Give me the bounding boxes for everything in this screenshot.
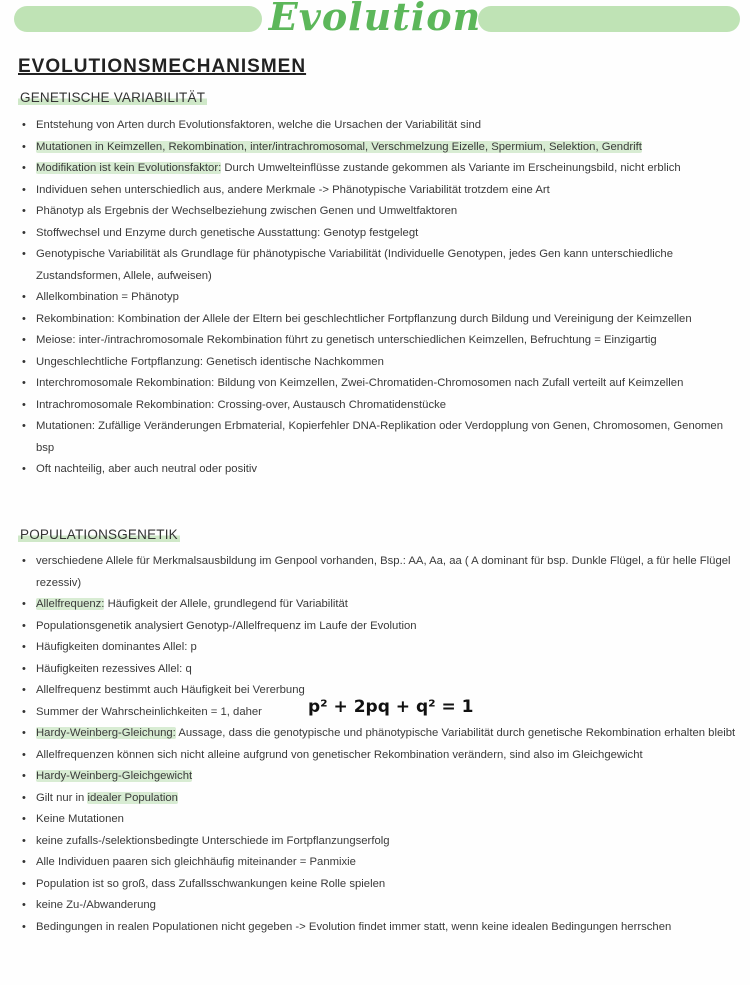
list-item [20, 723, 742, 745]
item-text: Durch Umwelteinflüsse zustande gekommen als Variante im Erscheinungsbild, nicht erblich [221, 162, 681, 174]
list-item [20, 416, 742, 459]
item-text: Stoffwechsel und Enzyme durch genetische Ausstattung: Genotyp festgelegt [36, 226, 419, 239]
item-text: Allelfrequenzen können sich nicht alleine aufgrund von genetischer Rekombination verändern, sind also im Gleichgewicht [36, 748, 643, 761]
list-item [20, 659, 742, 681]
list-item [20, 831, 742, 853]
section-heading-population-genetics [18, 527, 180, 542]
item-text: Populationsgenetik analysiert Genotyp-/Allelfrequenz im Laufe der Evolution [36, 619, 417, 632]
item-text: Mutationen: Zufällige Veränderungen Erbmaterial, Kopierfehler DNA-Replikation oder Verdopplung von Genen, Chromosomen, Genomen bsp [36, 420, 723, 454]
highlighted-term: idealer Population [87, 791, 178, 804]
list-item [20, 309, 742, 331]
item-text: Häufigkeiten dominantes Allel: p [36, 641, 197, 653]
item-text: Population ist so groß, dass Zufallsschwankungen keine Rolle spielen [36, 877, 386, 890]
item-text: Allelkombination = Phänotyp [36, 291, 179, 303]
item-text: Alle Individuen paaren sich gleichhäufig miteinander = Panmixie [36, 856, 356, 868]
list-item [20, 330, 742, 352]
list-item [20, 244, 742, 287]
list-item [20, 766, 742, 788]
list-item [20, 917, 742, 939]
item-text: Häufigkeit der Allele, grundlegend für Variabilität [104, 598, 348, 610]
item-text: Häufigkeiten rezessives Allel: q [36, 662, 192, 675]
list-item [20, 223, 742, 245]
item-text: Meiose: inter-/intrachromosomale Rekombination führt zu genetisch unterschiedlichen Keimzellen, Befruchtung = Einzigartig [36, 334, 657, 346]
list-item [20, 745, 742, 767]
item-text: Ungeschlechtliche Fortpflanzung: Genetisch identische Nachkommen [36, 355, 384, 368]
highlighted-term: Hardy-Weinberg-Gleichgewicht [36, 770, 193, 782]
list-item [20, 180, 742, 202]
main-heading: EVOLUTIONSMECHANISMEN [18, 56, 307, 77]
section-heading-genetic-variability [18, 90, 207, 105]
highlighted-term: Modifikation ist kein Evolutionsfaktor: [36, 162, 222, 174]
list-item [20, 874, 742, 896]
list-item [20, 551, 742, 594]
section-heading-text: GENETISCHE VARIABILITÄT [20, 90, 206, 105]
hardy-weinberg-formula: p² + 2pq + q² = 1 [308, 697, 474, 717]
item-text: keine Zu-/Abwanderung [36, 899, 156, 911]
item-text: Interchromosomale Rekombination: Bildung von Keimzellen, Zwei-Chromatiden-Chromosomen nach Zufall verteilt auf Keimzellen [36, 377, 684, 389]
item-text: Phänotyp als Ergebnis der Wechselbeziehung zwischen Genen und Umweltfaktoren [36, 205, 458, 217]
list-item [20, 287, 742, 309]
list-item [20, 201, 742, 223]
list-item [20, 788, 742, 810]
list-item [20, 616, 742, 638]
list-item [20, 352, 742, 374]
item-text: verschiedene Allele für Merkmalsausbildung im Genpool vorhanden, Bsp.: AA, Aa, aa ( A dominant für bsp. Dunkle Flügel, a für helle Flügel rezessiv) [36, 555, 731, 589]
list-item [20, 395, 742, 417]
list-item [20, 373, 742, 395]
section-heading-text: POPULATIONSGENETIK [20, 527, 178, 542]
list-item [20, 459, 742, 481]
list-item [20, 809, 742, 831]
list-item [20, 137, 742, 159]
population-genetics-list [20, 551, 742, 938]
list-item [20, 895, 742, 917]
highlighted-term: Hardy-Weinberg-Gleichung: [36, 727, 176, 739]
list-item [20, 594, 742, 616]
item-text: Allelfrequenz bestimmt auch Häufigkeit bei Vererbung [36, 684, 305, 696]
list-item [20, 158, 742, 180]
item-text: Individuen sehen unterschiedlich aus, andere Merkmale -> Phänotypische Variabilität trotzdem eine Art [36, 183, 550, 196]
item-text: Gilt nur in [36, 791, 88, 804]
item-text: Oft nachteilig, aber auch neutral oder positiv [36, 463, 258, 475]
item-text: Bedingungen in realen Populationen nicht gegeben -> Evolution findet immer statt, wenn keine idealen Bedingungen herrschen [36, 920, 672, 933]
list-item [20, 852, 742, 874]
item-text: Rekombination: Kombination der Allele der Eltern bei geschlechtlicher Fortpflanzung durch Bildung und Vereinigung der Keimzellen [36, 312, 692, 325]
highlighted-term: Allelfrequenz: [36, 598, 105, 610]
item-text: keine zufalls-/selektionsbedingte Unterschiede im Fortpflanzungserfolg [36, 834, 390, 847]
item-text: Genotypische Variabilität als Grundlage für phänotypische Variabilität (Individuelle Genotypen, jedes Gen kann unterschiedliche Zustandsformen, Allele, aufweisen) [36, 248, 673, 282]
item-text: Summer der Wahrscheinlichkeiten = 1, daher [36, 705, 262, 718]
page-title: Evolution [268, 0, 482, 39]
item-text: Keine Mutationen [36, 813, 124, 825]
item-text: Intrachromosomale Rekombination: Crossing-over, Austausch Chromatidenstücke [36, 398, 447, 411]
item-text: Aussage, dass die genotypische und phänotypische Variabilität durch genetische Rekombination erhalten bleibt [175, 727, 736, 739]
list-item [20, 115, 742, 137]
highlighted-term: Mutationen in Keimzellen, Rekombination, inter/intrachromosomal, Verschmelzung Eizelle, Spermium, Selektion, Gendrift [36, 140, 642, 153]
genetic-variability-list [20, 115, 742, 481]
item-text: Entstehung von Arten durch Evolutionsfaktoren, welche die Ursachen der Variabilität sind [36, 119, 482, 131]
list-item [20, 637, 742, 659]
